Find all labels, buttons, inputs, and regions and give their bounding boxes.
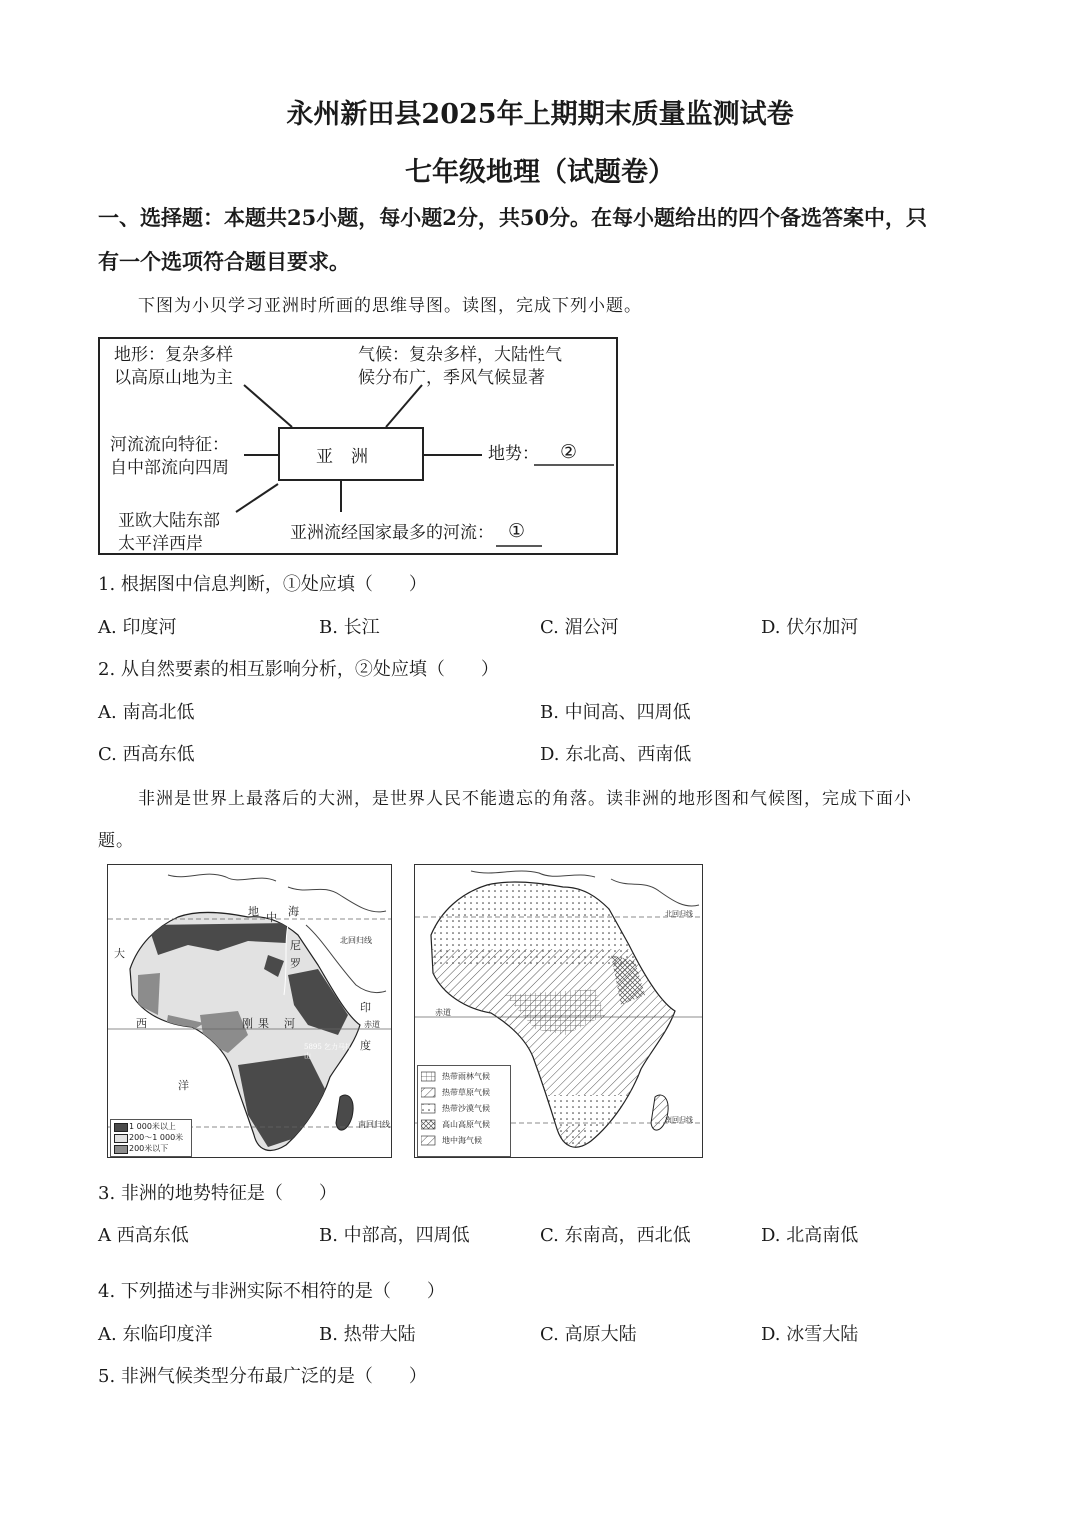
mindmap-center: 亚洲 bbox=[278, 427, 424, 481]
q2-option-b: B. 中间高、四周低 bbox=[540, 702, 691, 723]
map2-legend-swatches bbox=[421, 1066, 441, 1156]
q1-option-a: A. 印度河 bbox=[98, 617, 177, 638]
mindmap-river-line1: 河流流向特征： bbox=[110, 435, 229, 455]
q4-option-a: A. 东临印度洋 bbox=[98, 1324, 213, 1345]
q4-stem: 4. 下列描述与非洲实际不相符的是（ ） bbox=[98, 1281, 445, 1302]
map1-label-tropic-n: 北回归线 bbox=[340, 936, 372, 945]
q3-option-a: A 西高东低 bbox=[98, 1225, 189, 1246]
map1-label-tropic-s: 南回归线 bbox=[358, 1120, 390, 1129]
legend-swatch-mid bbox=[114, 1134, 128, 1143]
mindmap-river-most-mark: ① bbox=[508, 520, 526, 542]
legend-rainforest: 热带雨林气候 bbox=[442, 1072, 490, 1081]
mindmap-river bbox=[110, 434, 229, 480]
section-heading-line2: 有一个选项符合题目要求。 bbox=[98, 249, 350, 274]
map1-label-ni: 尼 bbox=[290, 939, 301, 952]
mindmap-terrain-line2: 以高原山地为主 bbox=[114, 368, 233, 388]
q3-option-b: B. 中部高，四周低 bbox=[319, 1225, 470, 1246]
legend-swatch-low bbox=[114, 1145, 128, 1154]
intro-africa-line2: 题。 bbox=[98, 831, 134, 851]
q1-stem: 1. 根据图中信息判断，①处应填（ ） bbox=[98, 574, 427, 595]
map1-label-luo: 罗 bbox=[290, 957, 301, 970]
mindmap-climate-line2: 候分布广，季风气候显著 bbox=[358, 368, 545, 388]
map1-label-zhong: 中 bbox=[266, 911, 277, 924]
map2-label-tropic-n: 北回归线 bbox=[665, 910, 693, 918]
legend-mediterranean: 地中海气候 bbox=[442, 1136, 482, 1145]
mindmap-topo-mark: ② bbox=[560, 441, 578, 463]
legend-low: 200米以下 bbox=[129, 1144, 169, 1153]
mindmap-terrain-line1: 地形：复杂多样 bbox=[114, 345, 233, 365]
map1-label-hai: 海 bbox=[288, 905, 299, 918]
africa-terrain-map bbox=[107, 864, 392, 1158]
mindmap-river-most-label: 亚洲流经国家最多的河流： bbox=[290, 523, 494, 543]
mindmap-river-line2: 自中部流向四周 bbox=[110, 458, 229, 478]
map1-label-di: 地 bbox=[248, 905, 259, 918]
mindmap-location bbox=[118, 510, 220, 556]
q5-stem: 5. 非洲气候类型分布最广泛的是（ ） bbox=[98, 1366, 427, 1387]
q3-option-d: D. 北高南低 bbox=[761, 1225, 859, 1246]
mindmap-location-line2: 太平洋西岸 bbox=[118, 534, 203, 554]
mindmap-climate-line1: 气候：复杂多样，大陆性气 bbox=[358, 345, 562, 365]
map2-label-equator: 赤道 bbox=[435, 1008, 451, 1017]
map1-label-equator: 赤道 bbox=[364, 1020, 380, 1029]
q4-option-c: C. 高原大陆 bbox=[540, 1324, 637, 1345]
exam-title: 永州新田县2025年上期期末质量监测试卷 bbox=[286, 99, 794, 130]
mindmap-terrain bbox=[114, 344, 233, 390]
intro-africa-line1: 非洲是世界上最落后的大洲，是世界人民不能遗忘的角落。读非洲的地形图和气候图，完成下面小 bbox=[138, 789, 912, 809]
map2-label-tropic-s: 南回归线 bbox=[665, 1116, 693, 1124]
legend-high: 1 000米以上 bbox=[129, 1122, 176, 1131]
map1-label-he: 河 bbox=[284, 1017, 295, 1030]
map1-label-peak: 5895 乞力马扎罗山 bbox=[304, 1043, 360, 1060]
legend-mid: 200～1 000米 bbox=[129, 1133, 184, 1142]
q2-option-a: A. 南高北低 bbox=[98, 702, 195, 723]
q1-option-b: B. 长江 bbox=[319, 617, 380, 638]
q4-option-b: B. 热带大陆 bbox=[319, 1324, 416, 1345]
q2-stem: 2. 从自然要素的相互影响分析，②处应填（ ） bbox=[98, 659, 499, 680]
map1-label-yin: 印 bbox=[360, 1001, 371, 1014]
map1-label-da: 大 bbox=[114, 947, 125, 960]
map2-legend bbox=[417, 1065, 511, 1157]
q3-option-c: C. 东南高，西北低 bbox=[540, 1225, 691, 1246]
mindmap-location-line1: 亚欧大陆东部 bbox=[118, 511, 220, 531]
map1-label-yang: 洋 bbox=[178, 1079, 189, 1092]
map1-label-xi: 西 bbox=[136, 1017, 147, 1030]
map1-label-du: 度 bbox=[360, 1039, 371, 1052]
legend-savanna: 热带草原气候 bbox=[442, 1088, 490, 1097]
q4-option-d: D. 冰雪大陆 bbox=[761, 1324, 859, 1345]
map1-label-guo: 果 bbox=[258, 1017, 269, 1030]
mindmap-climate bbox=[358, 344, 562, 390]
q2-option-c: C. 西高东低 bbox=[98, 744, 195, 765]
q1-option-d: D. 伏尔加河 bbox=[761, 617, 859, 638]
mindmap-topo-label: 地势： bbox=[488, 444, 539, 464]
legend-desert: 热带沙漠气候 bbox=[442, 1104, 490, 1113]
legend-swatch-high bbox=[114, 1123, 128, 1132]
africa-climate-map bbox=[414, 864, 703, 1158]
q2-option-d: D. 东北高、西南低 bbox=[540, 744, 692, 765]
q1-option-c: C. 湄公河 bbox=[540, 617, 619, 638]
legend-highland: 高山高原气候 bbox=[442, 1120, 490, 1129]
intro-asia: 下图为小贝学习亚洲时所画的思维导图。读图，完成下列小题。 bbox=[138, 296, 642, 316]
q3-stem: 3. 非洲的地势特征是（ ） bbox=[98, 1183, 337, 1204]
map1-legend bbox=[110, 1119, 192, 1157]
exam-subtitle: 七年级地理（试题卷） bbox=[405, 157, 675, 188]
section-heading-line1: 一、选择题：本题共25小题，每小题2分，共50分。在每小题给出的四个备选答案中，只 bbox=[98, 205, 928, 230]
map1-label-gang: 刚 bbox=[242, 1017, 253, 1030]
